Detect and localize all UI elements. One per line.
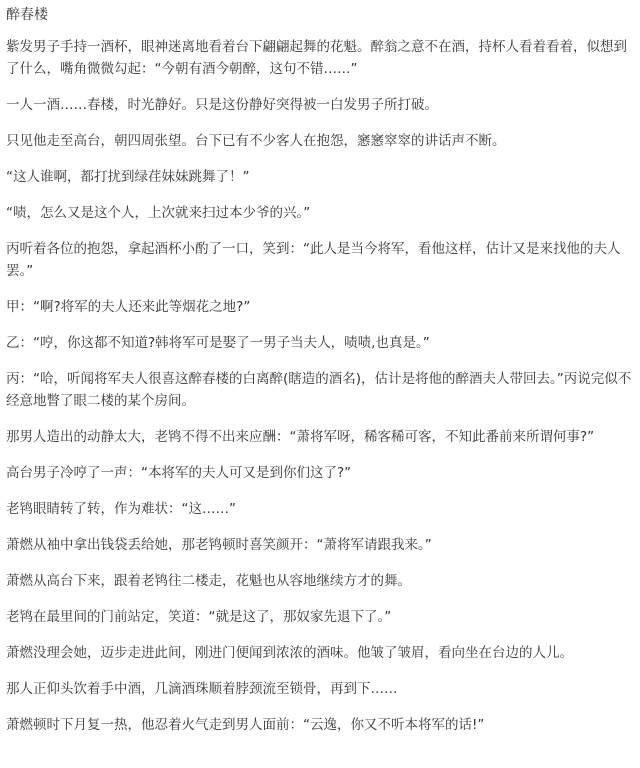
article-paragraph: 高台男子冷哼了一声：“本将军的夫人可又是到你们这了?” <box>6 465 352 481</box>
article-paragraph: 丙：“哈，听闻将军夫人很喜这醉春楼的白离醉(瞎造的酒名)，估计是将他的醉酒夫人带回去。”丙说完似不经意地瞥了眼二楼的某个房间。 <box>6 371 632 409</box>
article-body <box>6 36 634 736</box>
article-paragraph: 萧燃从高台下来，跟着老鸨往二楼走，花魁也从容地继续方才的舞。 <box>6 573 411 589</box>
article-paragraph: 那男人造出的动静太大，老鸨不得不出来应酬：“萧将军呀，稀客稀可客，不知此番前来所谓何事?” <box>6 429 595 445</box>
article-paragraph: “这人谁啊，都打扰到绿荏妹妹跳舞了！” <box>6 169 250 185</box>
article-paragraph: “啧，怎么又是这个人，上次就来扫过本少爷的兴。” <box>6 205 311 221</box>
article-paragraph: 萧燃顿时下月复一热，他忍着火气走到男人面前：“云逸，你又不听本将军的话!” <box>6 717 485 733</box>
article-title: 醉春楼 <box>6 7 48 23</box>
article-paragraph: 一人一酒……春楼，时光静好。只是这份静好突得被一白发男子所打破。 <box>6 97 438 113</box>
article-paragraph: 乙：“哼，你这都不知道?韩将军可是娶了一男子当夫人，啧啧,也真是。” <box>6 335 430 351</box>
article-paragraph: 那人正仰头饮着手中酒，几滴酒珠顺着脖颈流至锁骨，再到下…… <box>6 681 398 697</box>
article-paragraph: 老鸨眼睛转了转，作为难状：“这……” <box>6 501 236 517</box>
article-paragraph: 丙听着各位的抱怨，拿起酒杯小酌了一口，笑到：“此人是当今将军，看他这样，估计又是来找他的夫人罢。” <box>6 241 621 279</box>
article-paragraph: 老鸨在最里间的门前站定，笑道：“就是这了，那奴家先退下了。” <box>6 609 392 625</box>
article-paragraph: 萧燃从袖中拿出钱袋丢给她，那老鸨顿时喜笑颜开：“萧将军请跟我来。” <box>6 537 432 553</box>
article-paragraph: 只见他走至高台，朝四周张望。台下已有不少客人在抱怨，窸窸窣窣的讲话声不断。 <box>6 133 506 149</box>
article-paragraph: 紫发男子手持一酒杯，眼神迷离地看着台下翩翩起舞的花魁。醉翁之意不在酒，持杯人看着看着，似想到了什么，嘴角微微勾起：“今朝有酒今朝醉，这句不错……” <box>6 39 627 77</box>
article-paragraph: 萧燃没理会她，迈步走进此间，刚进门便闻到浓浓的酒味。他皱了皱眉，看向坐在台边的人儿。 <box>6 645 573 661</box>
article-paragraph: 甲：“啊?将军的夫人还来此等烟花之地?” <box>6 299 251 315</box>
